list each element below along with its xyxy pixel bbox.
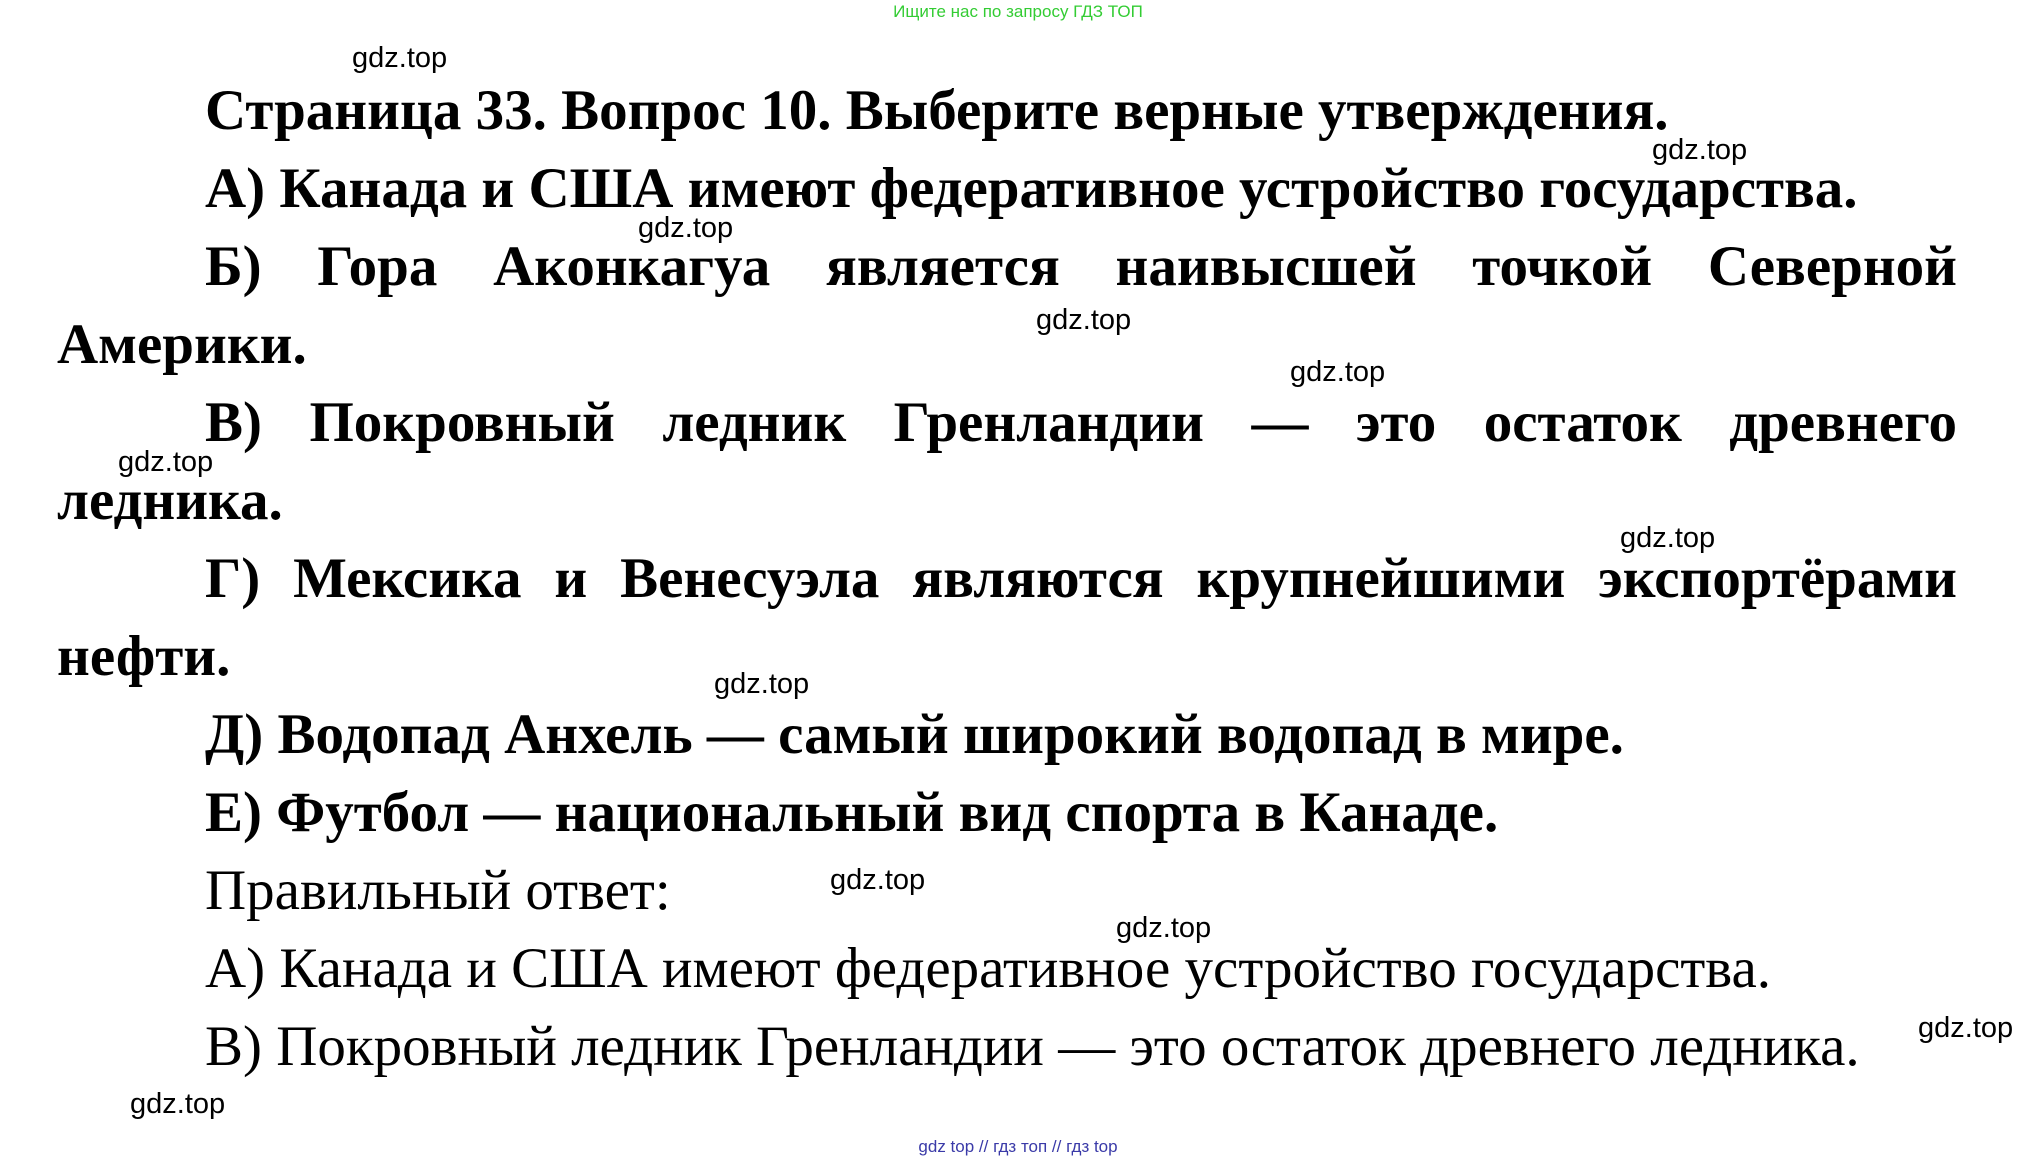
watermark: gdz.top: [830, 864, 926, 896]
statement-a: А) Канада и США имеют федеративное устройство государства.: [205, 157, 1858, 220]
watermark: gdz.top: [1116, 912, 1212, 944]
question-title: Страница 33. Вопрос 10. Выберите верные утверждения.: [205, 79, 1669, 142]
watermark: gdz.top: [352, 42, 448, 74]
statement-v-line2: ледника.: [57, 469, 283, 532]
statement-d: Д) Водопад Анхель — самый широкий водопад в мире.: [205, 703, 1624, 766]
watermark: gdz.top: [1036, 304, 1132, 336]
statement-b-line2: Америки.: [57, 313, 307, 376]
footer-links[interactable]: gdz top // гдз топ // гдз top: [918, 1137, 1118, 1156]
statement-b-line1: Б) Гора Аконкагуа является наивысшей точкой Северной: [205, 235, 1957, 298]
watermark: gdz.top: [714, 668, 810, 700]
watermark: gdz.top: [1620, 522, 1716, 554]
watermark: gdz.top: [130, 1088, 226, 1120]
statement-v-line1: В) Покровный ледник Гренландии — это остаток древнего: [205, 391, 1957, 454]
statement-e: Е) Футбол — национальный вид спорта в Канаде.: [205, 781, 1499, 844]
watermark: gdz.top: [1652, 134, 1748, 166]
watermark: gdz.top: [118, 446, 214, 478]
answer-line-2: В) Покровный ледник Гренландии — это остаток древнего ледника.: [205, 1015, 1860, 1078]
answer-line-1: А) Канада и США имеют федеративное устройство государства.: [205, 937, 1771, 1000]
statement-g-line1: Г) Мексика и Венесуэла являются крупнейшими экспортёрами: [205, 547, 1957, 610]
watermark: gdz.top: [1918, 1012, 2014, 1044]
watermark: gdz.top: [1290, 356, 1386, 388]
answer-label: Правильный ответ:: [205, 859, 671, 922]
watermark: gdz.top: [638, 212, 734, 244]
statement-g-line2: нефти.: [57, 625, 231, 688]
top-banner[interactable]: Ищите нас по запросу ГДЗ ТОП: [893, 2, 1143, 21]
